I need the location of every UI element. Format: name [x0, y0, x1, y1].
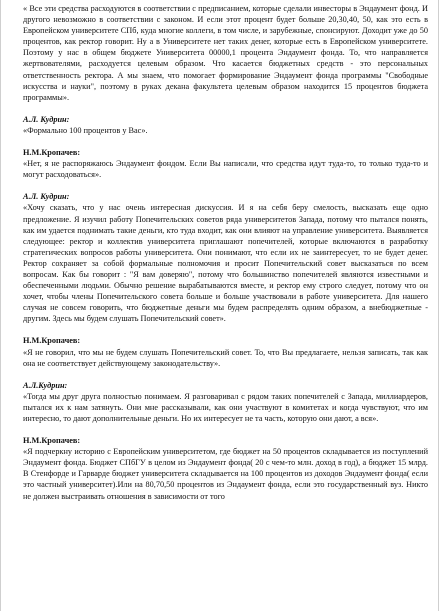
spacer — [23, 424, 428, 435]
speaker-name: А.Л. Кудрин: — [23, 192, 70, 202]
speech-paragraph: «Тогда мы друг друга полностью понимаем. Я разговаривал с рядом таких попечителей с Запада, миллиардеров, пытался их к нам затянуть. Они мне рассказывали, как они участвуют в комитетах и когда чувствуют, что им интересно, то дают дополнительные деньги. Но их интересует не та часть, которую они дают, а вся». — [23, 391, 428, 423]
spacer — [23, 103, 428, 114]
speech-paragraph: « Все эти средства расходуются в соответствии с предписанием, которые сделали инвесторы в Эндаумент фонд. И другого невозможно в соответствии с законом. И если этот процент будет больше 20,30,40, 50, как это есть в Европейском университете СПб, куда многие коллеги, в том числе, и зарубежные, спонсируют. Доходит уже до 50 процентов, как ректор говорит. Ну а в Университете нет таких денег, которые есть в Европейском университете. Поэтому у нас в общем бюджете Университета 00000,1 процента Эндаумент фонда. То, что направляется жертвователями, расходуется целевым образом. Что касается бюджетных средств - это персональных ответственность ректора. А мы знаем, что помогает формирование Эндаумент фонда программы "Свободные искусства и науки", поэтому в руках декана факультета целевым образом находится 15 процентов бюджета программы». — [23, 4, 428, 102]
speech-paragraph: «Я подчеркну историю с Европейским университетом, где бюджет на 50 процентов складывается из поступлений Эндаумент фонда. Бюджет СПбГУ в целом из Эндаумент фонда( 20 с чем-то млн. доход в год), а бюджет 15 млрд. В Стенфорде и Гарварде бюджет университета складывается на 100 процентов из доходов Эндаумент фонда( если это частный университет).Или на 80,70,50 процентов из Эндаумент фонда, если это государственный вуз. Никто не должен выстраивать отношения в зависимости от того — [23, 447, 428, 501]
spacer — [23, 369, 428, 380]
speech-paragraph: «Я не говорил, что мы не будем слушать Попечительский совет. То, что Вы предлагаете, нельзя записать, так как она не соответствует действующему законодательству». — [23, 347, 428, 368]
speaker-name: Н.М.Кропачев: — [23, 148, 81, 158]
spacer — [23, 136, 428, 147]
speaker-name: А.Л.Кудрин: — [23, 380, 68, 390]
speech-paragraph: «Хочу сказать, что у нас очень интересная дискуссия. И я на себя беру смелость, высказать еще одно предложение. Я изучил работу Попечительских советов ряда университетов Запада, потому что пытался понять, как им удается поднимать такие деньги, кто туда входит, как они влияют на управление университета. Выявляется следующее: ректор и коллектив университета приглашают попечителей, которые включаются в разработку стратегических вопросов работы университета. Они понимают, что если их не заинтересует, то не будет денег. Ректор сохраняет за собой формальные полномочия и просит Попечительский совет высказаться по всем вопросам. Как бы говорит : "Я вам доверяю", потому что большинство попечителей являются известными и обеспеченными людьми. Обычно решение вырабатываются вместе, и ректор ему строго следует, потому что он хочет, чтобы члены Попечительского совета больше и больше участвовали в работе университета. Для нашего случая не совсем говорить, что бюджетные деньги мы будем распределять одним образом, а внебюджетные - другим. Здесь мы будем слушать Попечительский совет». — [23, 203, 428, 324]
spacer — [23, 324, 428, 335]
speech-paragraph: «Формально 100 процентов у Вас». — [23, 125, 148, 135]
speech-paragraph: «Нет, я не распоряжаюсь Эндаумент фондом. Если Вы написали, что средства идут туда-то, то только туда-то и могут расходоваться». — [23, 159, 428, 180]
spacer — [23, 180, 428, 191]
speaker-name: А.Л. Кудрин: — [23, 114, 70, 124]
speaker-name: Н.М.Кропачев: — [23, 336, 81, 346]
speaker-name: Н.М.Кропачев: — [23, 436, 81, 446]
